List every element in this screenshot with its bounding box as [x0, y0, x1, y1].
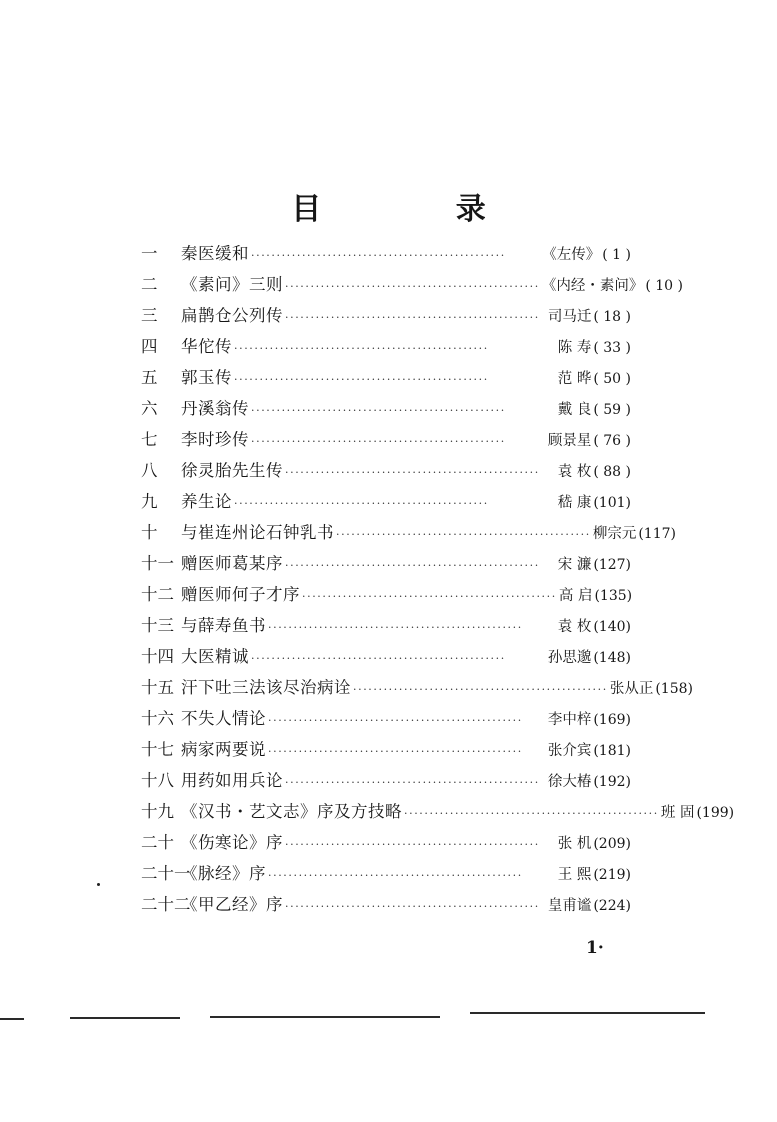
entry-author: 顾景星: [547, 433, 592, 449]
toc-entry[interactable]: [141, 674, 693, 705]
entry-author: 嵇 康: [557, 495, 592, 511]
page-title: 目 录: [291, 192, 548, 227]
entry-page: (169): [593, 712, 631, 728]
entry-number: 三: [141, 306, 158, 325]
toc-entry[interactable]: [141, 860, 631, 891]
scan-edge-line: [210, 1016, 440, 1018]
entry-title: 《甲乙经》序: [181, 895, 283, 914]
entry-author: 宋 濂: [557, 557, 592, 573]
entry-page: (158): [655, 681, 693, 697]
entry-page: (209): [593, 836, 631, 852]
entry-page: ( 33 ): [593, 340, 631, 356]
entry-author: 徐大椿: [547, 774, 592, 790]
entry-number: 十四: [141, 647, 174, 666]
dot-leader: ··················································: [285, 776, 540, 789]
entry-author: 袁 枚: [557, 619, 592, 635]
entry-title: 大医精诚: [181, 647, 249, 666]
entry-number: 十一: [141, 554, 174, 573]
page-number: 1·: [586, 938, 604, 958]
toc-entry[interactable]: [141, 271, 683, 302]
entry-author: 班 固: [660, 805, 695, 821]
entry-number: 二十: [141, 833, 174, 852]
dot-leader: ··················································: [251, 435, 506, 448]
toc-entry[interactable]: [141, 395, 631, 426]
entry-title: 《脉经》序: [181, 864, 266, 883]
entry-page: (127): [593, 557, 631, 573]
dot-leader: ··················································: [285, 311, 540, 324]
toc-entry[interactable]: [141, 643, 631, 674]
entry-title: 不失人情论: [181, 709, 266, 728]
entry-title: 与薛寿鱼书: [181, 616, 266, 635]
dot-leader: ··················································: [302, 590, 557, 603]
dot-leader: ··················································: [234, 373, 489, 386]
entry-page: (224): [593, 898, 631, 914]
dot-leader: ··················································: [268, 869, 523, 882]
scan-edge-line: [0, 1018, 24, 1020]
entry-author: 张 机: [557, 836, 592, 852]
toc-entry[interactable]: [141, 426, 631, 457]
entry-page: ( 76 ): [593, 433, 631, 449]
entry-author: 高 启: [558, 588, 593, 604]
entry-page: ( 18 ): [593, 309, 631, 325]
dot-leader: ··················································: [353, 683, 608, 696]
entry-page: (148): [593, 650, 631, 666]
entry-title: 病家两要说: [181, 740, 266, 759]
toc-entry[interactable]: [141, 829, 631, 860]
entry-page: ( 88 ): [593, 464, 631, 480]
entry-author: 《左传》: [542, 247, 601, 263]
entry-page: (199): [696, 805, 735, 821]
entry-page: (219): [593, 867, 631, 883]
dot-leader: ··················································: [268, 621, 523, 634]
entry-page: (181): [593, 743, 631, 759]
dot-leader: ··················································: [336, 528, 591, 541]
entry-number: 九: [141, 492, 158, 511]
entry-title: 丹溪翁传: [181, 399, 249, 418]
dot-leader: ··················································: [285, 838, 540, 851]
entry-author: 张介宾: [547, 743, 592, 759]
entry-author: 王 熙: [557, 867, 592, 883]
table-of-contents: [141, 240, 735, 922]
entry-page: (117): [638, 526, 676, 542]
dot-leader: ··················································: [251, 652, 506, 665]
entry-number: 二: [141, 275, 158, 294]
dot-leader: ··················································: [285, 559, 540, 572]
scan-edge-line: [470, 1012, 705, 1014]
entry-number: 五: [141, 368, 158, 387]
toc-entry[interactable]: [141, 581, 631, 612]
entry-author: 司马迁: [547, 309, 592, 325]
toc-entry[interactable]: [141, 705, 631, 736]
entry-title: 赠医师葛某序: [181, 554, 283, 573]
toc-entry[interactable]: [141, 767, 631, 798]
scan-edge-line: [70, 1017, 180, 1019]
entry-page: (192): [593, 774, 631, 790]
entry-number: 二十一: [141, 864, 191, 883]
entry-page: (140): [593, 619, 631, 635]
entry-title: 李时珍传: [181, 430, 249, 449]
entry-title: 《汉书・艺文志》序及方技略: [181, 802, 402, 821]
entry-number: 十六: [141, 709, 174, 728]
toc-entry[interactable]: [141, 240, 631, 271]
toc-entry[interactable]: [141, 364, 631, 395]
entry-number: 一: [141, 244, 158, 263]
entry-author: 张从正: [609, 681, 654, 697]
entry-author: 孙思邈: [547, 650, 592, 666]
toc-entry[interactable]: [141, 550, 631, 581]
entry-title: 汗下吐三法该尽治病诠: [181, 678, 351, 697]
entry-page: ( 1 ): [602, 247, 631, 263]
toc-entry[interactable]: [141, 302, 631, 333]
entry-page: ( 10 ): [645, 278, 683, 294]
entry-number: 十八: [141, 771, 174, 790]
toc-entry[interactable]: [141, 333, 631, 364]
entry-number: 七: [141, 430, 158, 449]
entry-title: 养生论: [181, 492, 232, 511]
dot-leader: ··················································: [285, 900, 540, 913]
entry-number: 四: [141, 337, 158, 356]
entry-number: 十九: [141, 802, 174, 821]
entry-title: 徐灵胎先生传: [181, 461, 283, 480]
scan-speck: [97, 883, 100, 886]
entry-number: 八: [141, 461, 158, 480]
entry-number: 十五: [141, 678, 174, 697]
dot-leader: ··················································: [251, 404, 506, 417]
entry-title: 扁鹊仓公列传: [181, 306, 283, 325]
entry-number: 十二: [141, 585, 174, 604]
entry-author: 袁 枚: [557, 464, 592, 480]
dot-leader: ··················································: [404, 807, 659, 820]
entry-page: ( 50 ): [593, 371, 631, 387]
entry-title: 《素问》三则: [181, 275, 283, 294]
entry-title: 郭玉传: [181, 368, 232, 387]
entry-number: 十七: [141, 740, 174, 759]
entry-title: 秦医缓和: [181, 244, 249, 263]
entry-author: 皇甫谧: [547, 898, 592, 914]
entry-author: 陈 寿: [557, 340, 592, 356]
entry-author: 李中梓: [547, 712, 592, 728]
entry-author: 《内经・素问》: [541, 278, 644, 294]
dot-leader: ··················································: [234, 497, 489, 510]
dot-leader: ··················································: [285, 466, 540, 479]
toc-entry[interactable]: [141, 488, 631, 519]
dot-leader: ··················································: [268, 745, 523, 758]
entry-page: (101): [593, 495, 631, 511]
entry-number: 十三: [141, 616, 174, 635]
toc-entry[interactable]: [141, 798, 735, 829]
dot-leader: ··················································: [234, 342, 489, 355]
entry-page: ( 59 ): [593, 402, 631, 418]
entry-title: 赠医师何子才序: [181, 585, 300, 604]
toc-entry[interactable]: [141, 457, 631, 488]
dot-leader: ··················································: [251, 249, 506, 262]
entry-title: 用药如用兵论: [181, 771, 283, 790]
toc-entry[interactable]: [141, 891, 631, 922]
entry-number: 十: [141, 523, 158, 542]
toc-entry[interactable]: [141, 612, 631, 643]
toc-entry[interactable]: [141, 736, 631, 767]
toc-entry[interactable]: [141, 519, 676, 550]
entry-author: 范 晔: [557, 371, 592, 387]
entry-page: (135): [594, 588, 633, 604]
dot-leader: ··················································: [285, 280, 540, 293]
entry-title: 华佗传: [181, 337, 232, 356]
entry-number: 二十二: [141, 895, 191, 914]
entry-author: 戴 良: [557, 402, 592, 418]
entry-author: 柳宗元: [592, 526, 637, 542]
entry-title: 与崔连州论石钟乳书: [181, 523, 334, 542]
entry-title: 《伤寒论》序: [181, 833, 283, 852]
dot-leader: ··················································: [268, 714, 523, 727]
entry-number: 六: [141, 399, 158, 418]
